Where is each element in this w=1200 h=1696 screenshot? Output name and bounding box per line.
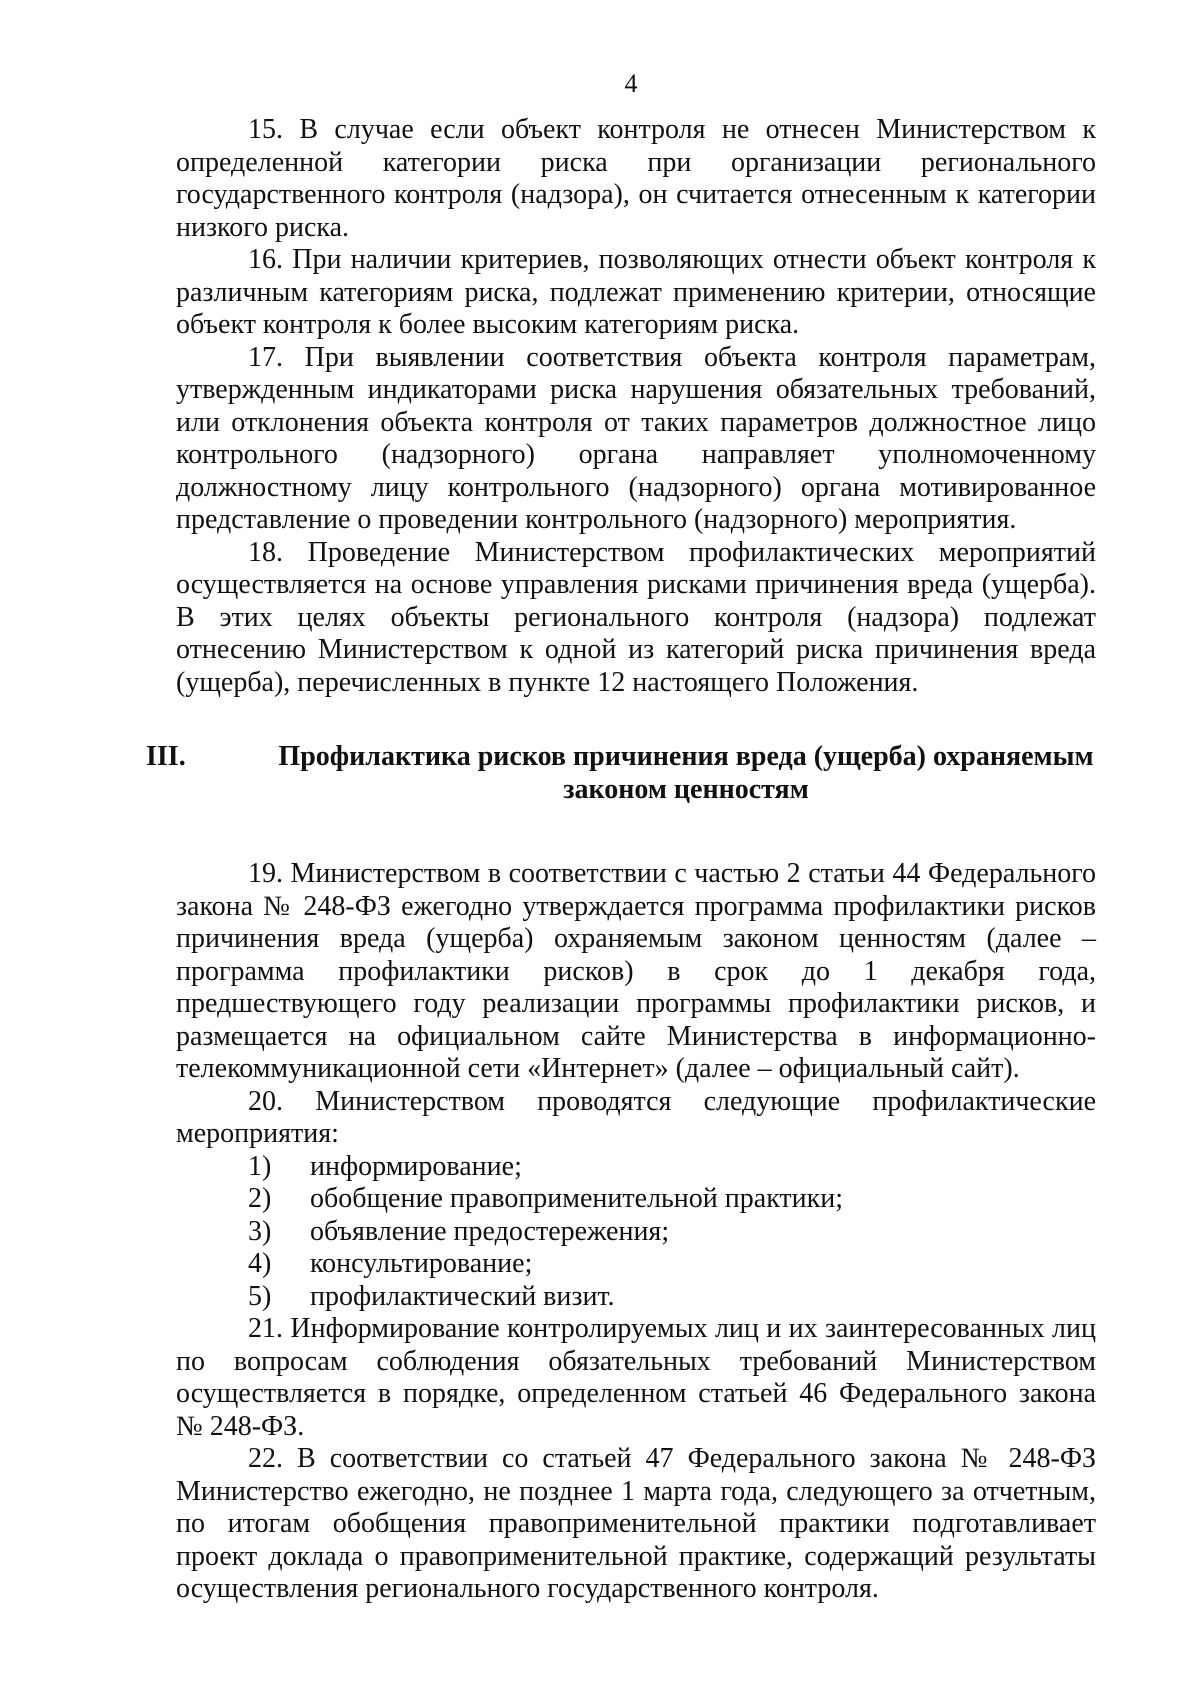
measures-list: [176, 1151, 1096, 1314]
list-item-text: профилактический визит.: [310, 1280, 615, 1312]
list-item-text: объявление предостережения;: [310, 1215, 670, 1247]
list-item-text: консультирование;: [310, 1248, 533, 1279]
section-title: Профилактика рисков причинения вреда (ущерба) охраняемым законом ценностям: [278, 741, 1094, 805]
list-item: [176, 1183, 1096, 1216]
list-item-text: информирование;: [310, 1150, 522, 1182]
list-item: [176, 1248, 1096, 1281]
list-item-number: 4): [248, 1248, 272, 1279]
section-number: III.: [146, 741, 186, 772]
list-item-number: 3): [248, 1215, 272, 1247]
paragraph-22: 22. В соответствии со статьей 47 Федерального закона № 248-ФЗ Министерство ежегодно, не позднее 1 марта года, следующего за отчетным, по итогам обобщения правоприменительной практики подготавливает проект доклада о правоприменительной практике, содержащий результаты осуществления регионального государственного контроля.: [176, 1443, 1096, 1604]
list-item-number: 1): [248, 1150, 272, 1182]
page-number: 4: [624, 69, 638, 98]
list-item-text: обобщение правоприменительной практики;: [310, 1183, 844, 1214]
document-body: [146, 114, 1096, 1606]
paragraph-15: 15. В случае если объект контроля не отнесен Министерством к определенной категории риска при организации регионального государственного контроля (надзора), он считается отнесенным к категории низкого риска.: [176, 114, 1096, 243]
paragraph-21: 21. Информирование контролируемых лиц и их заинтересованных лиц по вопросам соблюдения обязательных требований Министерством осуществляется в порядке, определенном статьей 46 Федерального закона № 248-ФЗ.: [176, 1313, 1096, 1442]
list-item: [176, 1281, 1096, 1314]
paragraph-20: 20. Министерством проводятся следующие профилактические мероприятия:: [176, 1085, 1096, 1149]
list-item: [176, 1216, 1096, 1249]
section-heading: [146, 741, 1096, 806]
paragraph-18: 18. Проведение Министерством профилактических мероприятий осуществляется на основе управления рисками причинения вреда (ущерба). В этих целях объекты регионального контроля (надзора) подлежат отнесению Министерством к одной из категорий риска причинения вреда (ущерба), перечисленных в пункте 12 настоящего Положения.: [176, 536, 1096, 698]
paragraph-19: 19. Министерством в соответствии с частью 2 статьи 44 Федерального закона № 248-ФЗ ежегодно утверждается программа профилактики рисков причинения вреда (ущерба) охраняемым законом ценностям (далее – программа профилактики рисков) в срок до 1 декабря года, предшествующего году реализации программы профилактики рисков, и размещается на официальном сайте Министерства в информационно-телекоммуникационной сети «Интернет» (далее – официальный сайт).: [176, 858, 1096, 1084]
list-item-number: 2): [248, 1183, 272, 1214]
paragraph-17: 17. При выявлении соответствия объекта контроля параметрам, утвержденным индикаторами риска нарушения обязательных требований, или отклонения объекта контроля от таких параметров должностное лицо контрольного (надзорного) органа направляет уполномоченному должностному лицу контрольного (надзорного) органа мотивированное представление о проведении контрольного (надзорного) мероприятия.: [176, 341, 1096, 535]
list-item: [176, 1151, 1096, 1184]
list-item-number: 5): [248, 1280, 272, 1312]
paragraph-16: 16. При наличии критериев, позволяющих отнести объект контроля к различным категориям риска, подлежат применению критерии, относящие объект контроля к более высоким категориям риска.: [176, 244, 1096, 340]
